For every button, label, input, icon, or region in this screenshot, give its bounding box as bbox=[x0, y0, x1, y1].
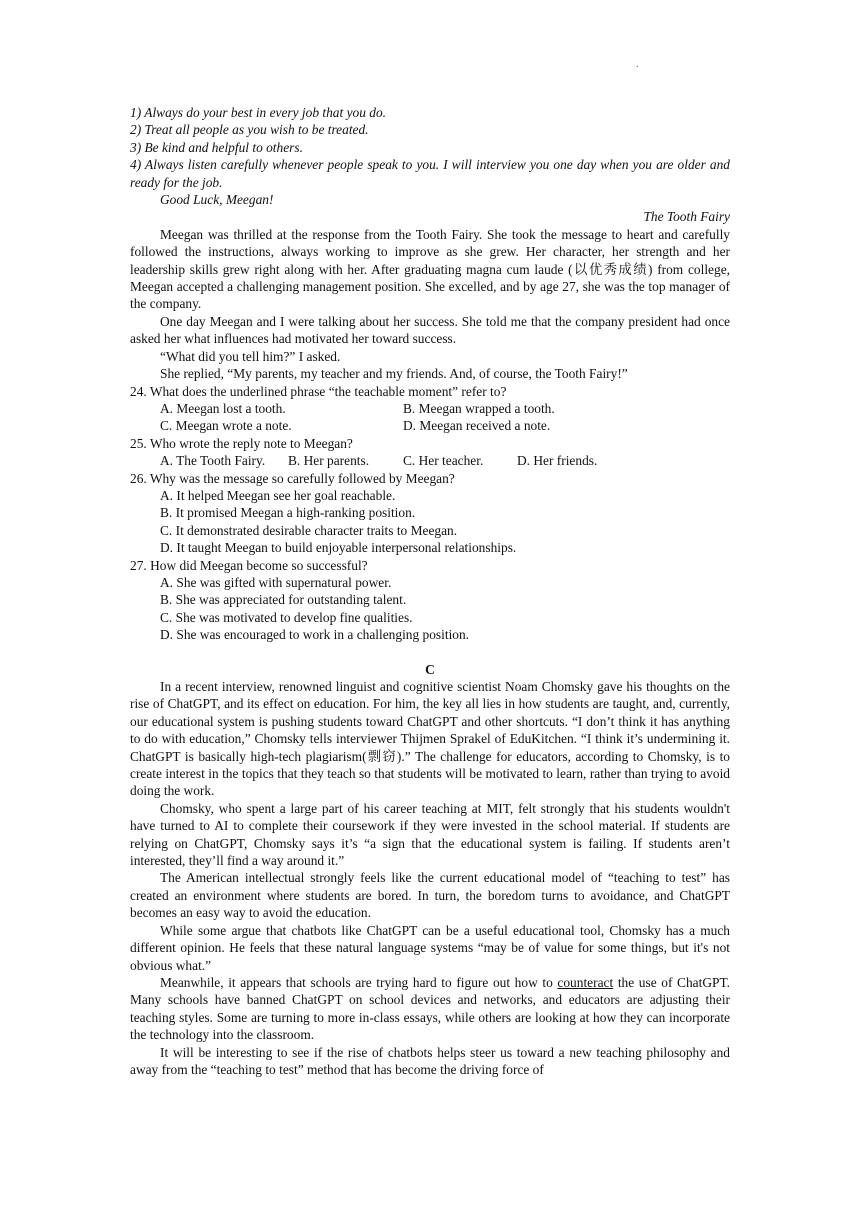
question-26-option-c: C. It demonstrated desirable character traits to Meegan. bbox=[160, 522, 458, 538]
story-paragraph-2: One day Meegan and I were talking about her success. She told me that the company president had once asked her what influences had motivated her toward success. bbox=[130, 313, 730, 347]
question-25-option-b: B. Her parents. bbox=[288, 453, 370, 469]
section-c-paragraph-6: It will be interesting to see if the rise of chatbots helps steer us toward a new teaching philosophy and away from the “teaching to test” method that has become the driving force of bbox=[130, 1044, 730, 1077]
question-27-option-b: B. She was appreciated for outstanding talent. bbox=[160, 592, 407, 608]
rule-3: 3) Be kind and helpful to others. bbox=[130, 139, 303, 155]
paragraph-5-text-end: the use of ChatGPT. Many schools have banned ChatGPT on school devices and networks, and educators are adjusting their teaching styles. Some are turning to more in-class essays, while others are looking at how they can incorporate the technology into the classroom. bbox=[130, 974, 730, 1043]
rule-1: 1) Always do your best in every job that you do. bbox=[130, 105, 386, 120]
section-c-paragraph-5 bbox=[130, 974, 730, 1044]
letter-closing: Good Luck, Meegan! bbox=[160, 192, 274, 208]
question-27-option-a: A. She was gifted with supernatural power. bbox=[160, 574, 392, 590]
question-26-option-d: D. It taught Meegan to build enjoyable interpersonal relationships. bbox=[160, 540, 517, 556]
paragraph-5-text-start: Meanwhile, it appears that schools are trying hard to figure out how to bbox=[160, 974, 558, 990]
underlined-word-counteract: counteract bbox=[557, 974, 614, 990]
question-25-options bbox=[130, 452, 730, 469]
question-26-option-a: A. It helped Meegan see her goal reachable. bbox=[160, 487, 396, 503]
section-c-paragraph-2: Chomsky, who spent a large part of his career teaching at MIT, felt strongly that his students wouldn't have turned to AI to complete their coursework if they were invested in the school material. If students are relying on ChatGPT, Chomsky says it’s “a sign that the educational system is failing. If students aren’t interested, they’ll find a way around it.” bbox=[130, 800, 730, 869]
section-c-paragraph-1: In a recent interview, renowned linguist and cognitive scientist Noam Chomsky gave his thoughts on the rise of ChatGPT, and its effect on education. For him, the key all lies in how students are taught, and, currently, our educational system is pushing students toward ChatGPT and other shortcuts. “I don’t think it has anything to do with education,” Chomsky tells interviewer Thijmen Sprakel of EduKitchen. “I think it’s undermining it. ChatGPT is basically high-tech plagiarism(剽窃).” The challenge for educators, according to Chomsky, is to create interest in the topics that they teach so that students will be motivated to learn, rather than trying to avoid doing the work. bbox=[130, 679, 730, 799]
question-26-stem: 26. Why was the message so carefully followed by Meegan? bbox=[130, 470, 455, 486]
question-24-option-b: B. Meegan wrapped a tooth. bbox=[403, 400, 555, 416]
story-paragraph-1: Meegan was thrilled at the response from the Tooth Fairy. She took the message to heart and carefully followed the instructions, always working to improve as she grew. Her character, her strength and her leadership skills grew right along with her. After graduating magna cum laude (以优秀成绩) from college, Meegan accepted a challenging management position. She excelled, and by age 27, she was the top manager of the company. bbox=[130, 226, 730, 312]
section-c-heading: C bbox=[425, 661, 435, 677]
header-mark: . bbox=[636, 59, 639, 70]
question-24-option-d: D. Meegan received a note. bbox=[403, 418, 551, 434]
section-c-paragraph-3: The American intellectual strongly feels like the current educational model of “teaching to test” has created an environment where students are bored. In turn, the boredom turns to avoidance, and ChatGPT becomes an easy way to avoid the education. bbox=[130, 870, 730, 921]
question-27-option-c: C. She was motivated to develop fine qualities. bbox=[160, 609, 413, 625]
question-24-stem: 24. What does the underlined phrase “the teachable moment” refer to? bbox=[130, 383, 507, 399]
section-c-paragraph-4: While some argue that chatbots like ChatGPT can be a useful educational tool, Chomsky has a much different opinion. He feels that these natural language systems “may be of value for some things, but it's not obvious what.” bbox=[130, 922, 730, 973]
question-25-option-d: D. Her friends. bbox=[517, 453, 598, 469]
question-26-option-b: B. It promised Meegan a high-ranking position. bbox=[160, 505, 416, 521]
rule-4: 4) Always listen carefully whenever people speak to you. I will interview you one day when you are older and ready for the job. bbox=[130, 157, 730, 190]
question-24-option-c: C. Meegan wrote a note. bbox=[160, 418, 292, 434]
letter-signature: The Tooth Fairy bbox=[643, 209, 730, 225]
question-25-option-c: C. Her teacher. bbox=[403, 453, 484, 469]
question-27-option-d: D. She was encouraged to work in a challenging position. bbox=[160, 627, 470, 643]
story-paragraph-4: She replied, “My parents, my teacher and my friends. And, of course, the Tooth Fairy!” bbox=[160, 366, 628, 382]
question-27-stem: 27. How did Meegan become so successful? bbox=[130, 557, 368, 573]
story-paragraph-3: “What did you tell him?” I asked. bbox=[160, 348, 341, 364]
question-25-option-a: A. The Tooth Fairy. bbox=[160, 453, 266, 469]
question-25-stem: 25. Who wrote the reply note to Meegan? bbox=[130, 435, 353, 451]
question-24-options-row-1 bbox=[130, 400, 730, 417]
question-24-options-row-2 bbox=[130, 417, 730, 434]
question-24-option-a: A. Meegan lost a tooth. bbox=[160, 400, 286, 416]
rule-2: 2) Treat all people as you wish to be treated. bbox=[130, 122, 369, 138]
page-content bbox=[130, 104, 730, 1078]
